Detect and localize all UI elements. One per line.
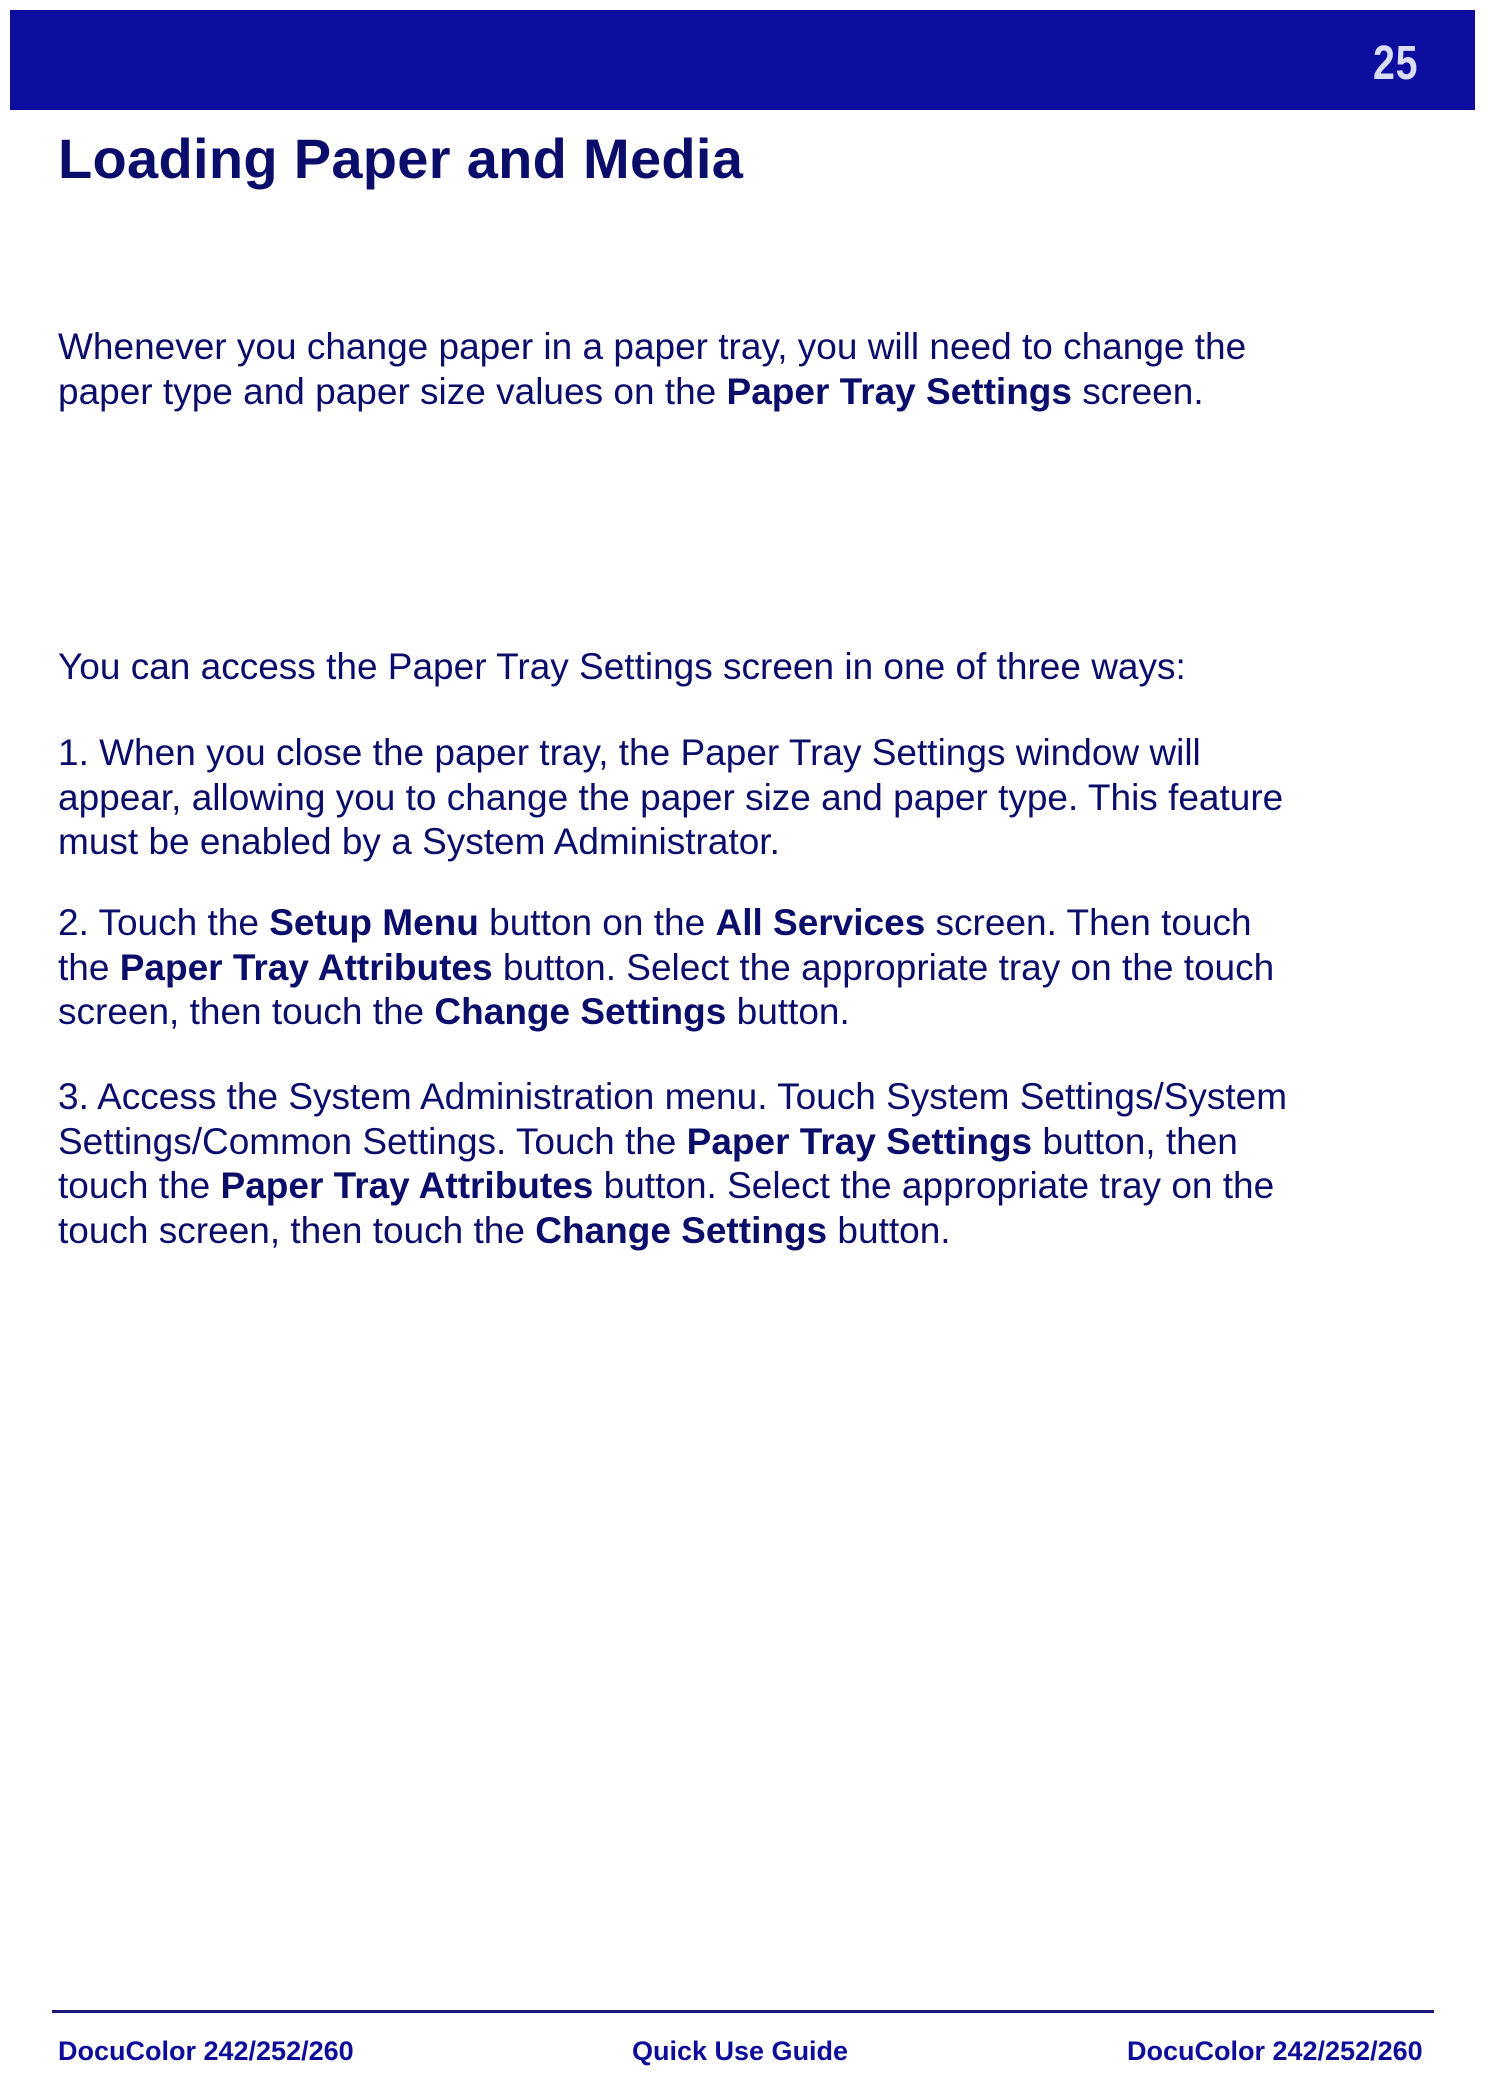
step-1-text: 1. When you close the paper tray, the Paper Tray Settings window will appear, allowing you to change the paper size and paper type. This feature must be enabled by a System Administrator. xyxy=(58,732,1284,862)
page-number: 25 xyxy=(1372,37,1418,90)
intro-bold-1: Paper Tray Settings xyxy=(726,370,1072,412)
step-2-bold-3: Paper Tray Attributes xyxy=(119,946,493,988)
step-3-text-4: button. xyxy=(827,1209,951,1251)
access-intro-text: You can access the Paper Tray Settings screen in one of three ways: xyxy=(58,646,1186,687)
intro-text-2: screen. xyxy=(1071,370,1204,412)
footer-left: DocuColor 242/252/260 xyxy=(58,2036,354,2066)
access-intro-paragraph xyxy=(58,645,1298,690)
step-3-text-1: 3. Access the System Administration menu. Touch System Settings/System Settings/Common Settings. Touch the xyxy=(58,1076,1288,1162)
step-2-paragraph xyxy=(58,901,1298,1035)
step-2-text-3: screen. Then touch the xyxy=(58,902,1252,988)
step-2-bold-4: Change Settings xyxy=(434,991,727,1032)
step-3-bold-1: Paper Tray Settings xyxy=(686,1120,1033,1162)
step-3-bold-3: Change Settings xyxy=(535,1209,828,1251)
step-3-text-3: button. Select the appropriate tray on the touch screen, then touch the xyxy=(58,1165,1275,1251)
step-2-text-5: button. xyxy=(726,991,850,1032)
header-band xyxy=(10,10,1475,110)
page-title: Loading Paper and Media xyxy=(58,127,744,190)
step-3-text-2: button, then touch the xyxy=(58,1120,1238,1206)
step-3-bold-2: Paper Tray Attributes xyxy=(220,1165,594,1206)
footer-rule xyxy=(52,2010,1434,2013)
step-2-text-1: 2. Touch the xyxy=(58,902,270,943)
intro-paragraph xyxy=(58,325,1298,414)
footer-right: DocuColor 242/252/260 xyxy=(1127,2036,1423,2066)
step-2-text-4: button. Select the appropriate tray on the touch screen, then touch the xyxy=(58,946,1275,1032)
footer-center: Quick Use Guide xyxy=(632,2036,849,2066)
intro-text-1: Whenever you change paper in a paper tray, you will need to change the paper type and paper size values on the xyxy=(58,326,1247,412)
step-1-paragraph xyxy=(58,731,1298,865)
step-2-text-2: button on the xyxy=(478,902,716,943)
step-3-paragraph xyxy=(58,1075,1298,1253)
step-2-bold-1: Setup Menu xyxy=(269,902,479,943)
step-2-bold-2: All Services xyxy=(715,902,926,943)
